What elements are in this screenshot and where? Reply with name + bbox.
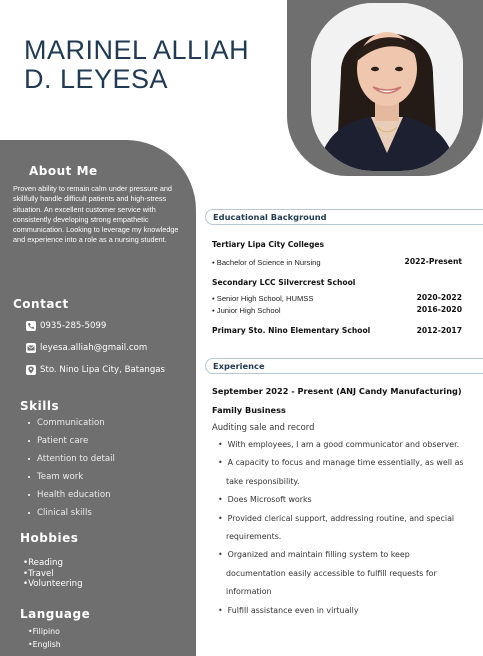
about-heading: About Me — [29, 164, 98, 178]
bullet-item: • Provided clerical support, addressing routine, and special — [218, 513, 455, 523]
education-heading: Educational Background — [213, 212, 327, 222]
profile-photo — [311, 3, 463, 171]
bullet-item: • Organized and maintain filling system to keep — [218, 550, 410, 560]
skills-heading: Skills — [20, 399, 60, 413]
experience-bullets — [218, 436, 473, 620]
hobby-item: •Travel — [23, 568, 54, 579]
language-heading: Language — [20, 607, 91, 621]
phone-number: 0935-285-5099 — [40, 321, 107, 331]
skill-item: Team work — [28, 468, 115, 486]
bullet-item: • A capacity to focus and manage time essentially, as well as — [218, 458, 464, 468]
primary-school: Primary Sto. Nino Elementary School — [212, 326, 371, 335]
experience-heading: Experience — [213, 361, 265, 371]
language-item: •Filipino — [28, 627, 60, 636]
tertiary-year: 2022-Present — [404, 257, 462, 266]
experience-company: Family Business — [212, 405, 286, 415]
phone-icon — [26, 321, 36, 331]
applicant-name — [24, 36, 249, 94]
name-line-2: D. LEYESA — [24, 64, 169, 94]
mail-icon — [26, 343, 36, 353]
bullet-item: • Does Microsoft works — [218, 495, 312, 505]
language-list — [28, 626, 61, 651]
contact-heading: Contact — [13, 297, 69, 311]
bullet-continuation: requirements. — [226, 532, 282, 542]
bullet-item: • Fulfill assistance even in virtually — [218, 605, 359, 615]
location-pin-icon — [26, 365, 36, 375]
contact-email — [26, 343, 147, 353]
profile-photo-illustration — [311, 3, 463, 171]
tertiary-school: Tertiary Lipa City Colleges — [212, 240, 325, 249]
skill-item: Health education — [28, 486, 115, 504]
hobbies-heading: Hobbies — [20, 531, 79, 545]
skill-item: Patient care — [28, 432, 115, 450]
bullet-item: • With employees, I am a good communicator and observer. — [218, 440, 460, 449]
contact-phone — [26, 321, 106, 331]
bullet-continuation: information — [226, 587, 272, 597]
address-text: Sto. Nino Lipa City, Batangas — [40, 365, 166, 375]
language-item: •English — [28, 639, 61, 649]
bullet-continuation: take responsibility. — [226, 476, 300, 486]
secondary-school: Secondary LCC Silvercrest School — [212, 278, 356, 287]
skill-item: Attention to detail — [28, 450, 115, 468]
tertiary-course: • Bachelor of Science in Nursing — [212, 258, 321, 267]
email-address: leyesa.alliah@gmail.com — [40, 343, 148, 353]
name-line-1: MARINEL ALLIAH — [24, 35, 250, 65]
skill-item: Communication — [28, 414, 115, 432]
senior-high-year: 2020-2022 — [416, 293, 462, 302]
about-text: Proven ability to remain calm under pressure and skillfully handle difficult patients and high-stress situation. An excellent customer service with consistently developing strong empathetic communication. Looking to leverage my knowledge and experience into a role as a nursing student. — [13, 184, 179, 245]
experience-role: Auditing sale and record — [212, 422, 315, 432]
junior-high-line: • Junior High School — [212, 306, 281, 315]
experience-period: September 2022 - Present (ANJ Candy Manufacturing) — [212, 386, 462, 396]
bullet-continuation: documentation easily accessible to fulfill requests for — [226, 568, 437, 578]
hobby-item: •Reading — [23, 558, 63, 568]
hobbies-list — [23, 558, 83, 590]
primary-year: 2012-2017 — [416, 326, 462, 335]
junior-high-year: 2016-2020 — [416, 305, 462, 314]
skill-item: Clinical skills — [28, 504, 115, 522]
contact-address — [26, 365, 165, 375]
senior-high-line: • Senior High School, HUMSS — [212, 294, 314, 303]
hobby-item: •Volunteering — [23, 579, 83, 589]
skills-list — [28, 414, 115, 523]
